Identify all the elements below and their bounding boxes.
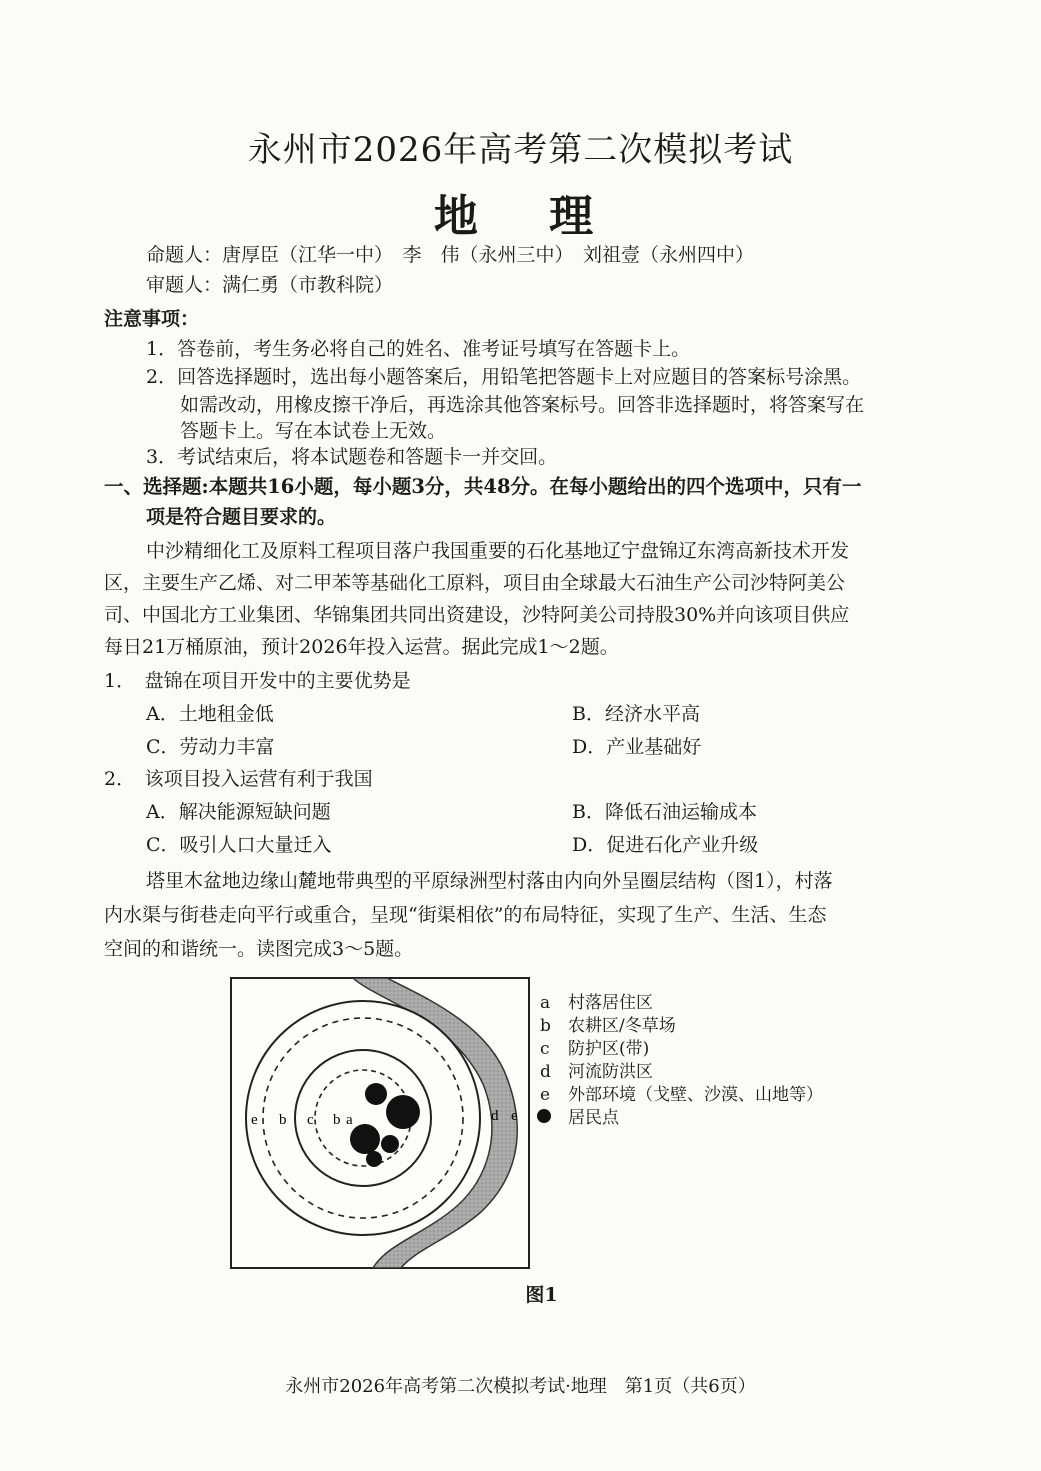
- village-structure-diagram: [225, 974, 535, 1272]
- passage-line: 区，主要生产乙烯、对二甲苯等基础化工原料，项目由全球最大石油生产公司沙特阿美公: [104, 572, 846, 594]
- q2-option-b: B．降低石油运输成本: [572, 801, 757, 823]
- legend-item: [536, 1103, 619, 1129]
- q1-option-b: B．经济水平高: [572, 703, 700, 725]
- subject-title: 地 理: [433, 191, 622, 242]
- figure-caption: 图1: [525, 1284, 558, 1306]
- map-label-e-left: e: [251, 1112, 258, 1128]
- page-footer: 永州市2026年高考第二次模拟考试·地理 第1页（共6页）: [285, 1376, 756, 1397]
- notes-heading: 注意事项：: [104, 308, 200, 330]
- map-label-b-left: b: [279, 1112, 287, 1128]
- legend-text: 居民点: [568, 1108, 619, 1128]
- passage-line: 内水渠与街巷走向平行或重合，呈现“街渠相依”的布局特征，实现了生产、生活、生态: [104, 904, 827, 926]
- settlement: [365, 1083, 387, 1105]
- note-item: 3．考试结束后，将本试题卷和答题卡一并交回。: [146, 446, 558, 468]
- q1-option-d: D．产业基础好: [572, 736, 702, 758]
- note-item: 答题卡上。写在本试卷上无效。: [180, 420, 447, 442]
- section-heading-cont: 项是符合题目要求的。: [146, 506, 337, 528]
- passage-line: 每日21万桶原油，预计2026年投入运营。据此完成1～2题。: [104, 636, 619, 658]
- passage-line: 中沙精细化工及原料工程项目落户我国重要的石化基地辽宁盘锦辽东湾高新技术开发: [146, 540, 850, 562]
- settlement: [381, 1135, 399, 1153]
- legend-item: [540, 1057, 653, 1082]
- note-item: 1．答卷前，考生务必将自己的姓名、准考证号填写在答题卡上。: [146, 338, 691, 360]
- q1-option-a: A．土地租金低: [146, 703, 274, 725]
- q1-option-c: C．劳动力丰富: [146, 736, 275, 758]
- passage-line: 空间的和谐统一。读图完成3～5题。: [104, 938, 414, 960]
- q2-option-c: C．吸引人口大量迁入: [146, 834, 332, 856]
- passage-line: 塔里木盆地边缘山麓地带典型的平原绿洲型村落由内向外呈圈层结构（图1），村落: [146, 870, 833, 892]
- exam-title: 永州市2026年高考第二次模拟考试: [247, 130, 794, 170]
- map-label-e-right: e: [511, 1108, 518, 1124]
- setters-line: 命题人：唐厚臣（江华一中） 李 伟（永州三中） 刘祖壹（永州四中）: [146, 244, 755, 266]
- q2-option-d: D．促进石化产业升级: [572, 834, 759, 856]
- reviewer-line: 审题人：满仁勇（市教科院）: [146, 274, 394, 296]
- map-label-b-inner: b: [333, 1112, 341, 1128]
- legend-item: [540, 1034, 649, 1059]
- settlement: [386, 1095, 420, 1129]
- legend-item: [540, 988, 653, 1013]
- settlement-legend-icon: [536, 1108, 568, 1129]
- legend-key: e: [540, 1085, 551, 1105]
- legend-key: b: [540, 1016, 551, 1036]
- settlement: [350, 1124, 380, 1154]
- legend-text: 村落居住区: [568, 993, 653, 1013]
- legend-item: [540, 1011, 676, 1036]
- legend-text: 防护区(带): [568, 1039, 650, 1059]
- legend-text: 农耕区/冬草场: [568, 1016, 676, 1036]
- question-1-stem: 1． 盘锦在项目开发中的主要优势是: [104, 670, 411, 692]
- note-item: 如需改动，用橡皮擦干净后，再选涂其他答案标号。回答非选择题时，将答案写在: [180, 394, 865, 416]
- legend-text: 河流防洪区: [568, 1062, 653, 1082]
- section-heading: 一、选择题:本题共16小题，每小题3分，共48分。在每小题给出的四个选项中，只有一: [104, 475, 862, 498]
- q2-option-a: A．解决能源短缺问题: [146, 801, 331, 823]
- map-label-d-right: d: [491, 1108, 499, 1124]
- legend-item: [540, 1080, 823, 1105]
- settlement: [366, 1151, 382, 1167]
- question-2-stem: 2． 该项目投入运营有利于我国: [104, 768, 373, 790]
- legend-key: d: [540, 1062, 551, 1082]
- legend-key: a: [540, 993, 551, 1013]
- map-label-a-inner: a: [346, 1112, 353, 1128]
- note-item: 2．回答选择题时，选出每小题答案后，用铅笔把答题卡上对应题目的答案标号涂黑。: [146, 366, 862, 388]
- map-label-c-left: c: [307, 1112, 314, 1128]
- legend-text: 外部环境（戈壁、沙漠、山地等）: [568, 1085, 823, 1105]
- legend-key: c: [540, 1039, 550, 1059]
- passage-line: 司、中国北方工业集团、华锦集团共同出资建设，沙特阿美公司持股30%并向该项目供应: [104, 604, 850, 626]
